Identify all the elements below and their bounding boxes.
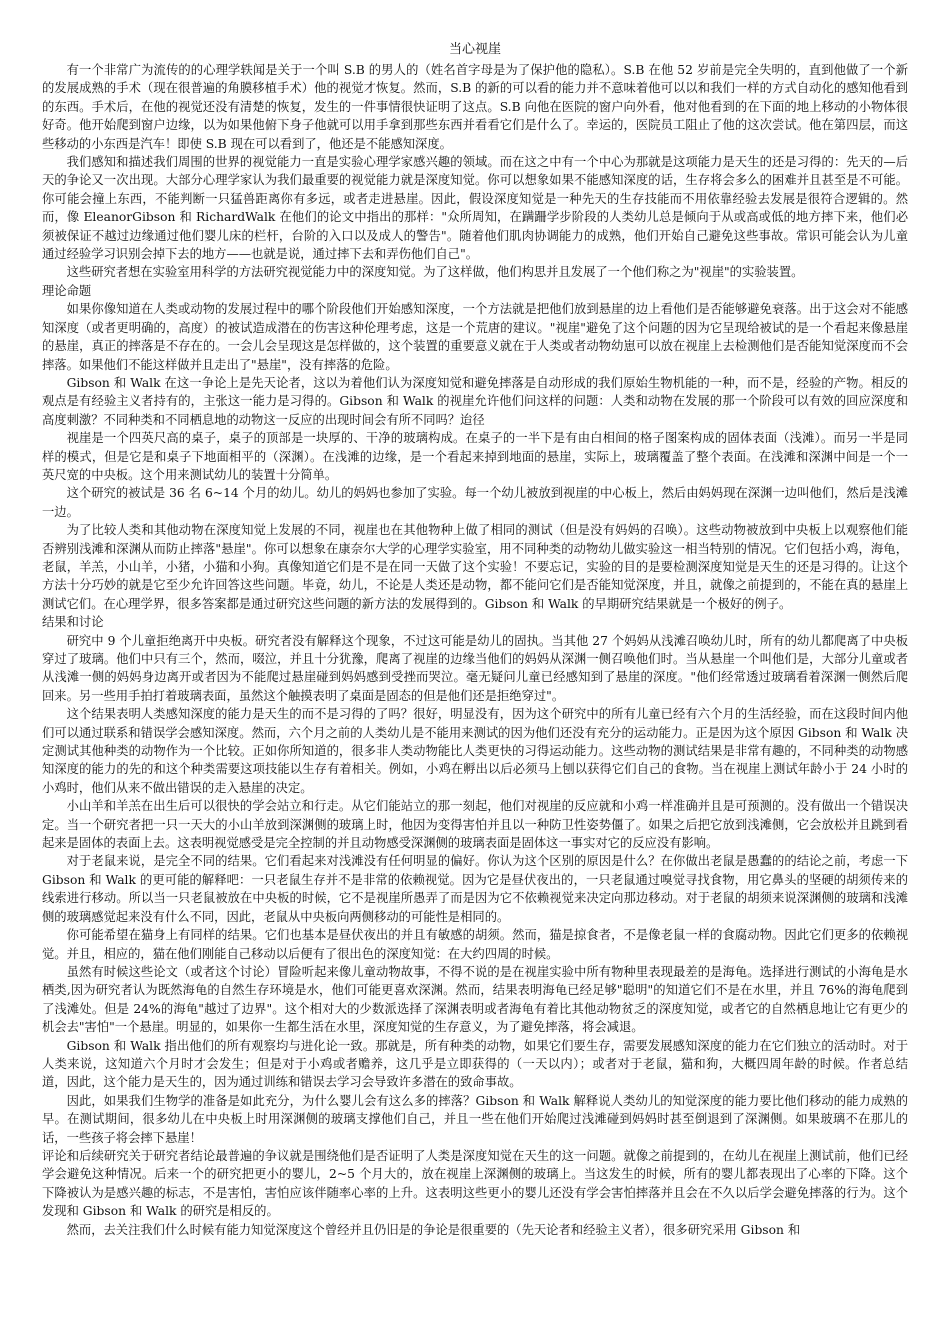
paragraph: 研究中 9 个儿童拒绝离开中央板。研究者没有解释这个现象，不过这可能是幼儿的固执。当其他 27 个妈妈从浅滩召唤幼儿时，所有的幼儿都爬离了中央板穿过了玻璃。他们中只有三个，然而，啜泣，并且十分犹豫，爬离了视崖的边缘当他们的妈妈从深渊一侧召唤他们时。当从悬崖一个叫他们是，大部分儿童或者从浅滩一侧的妈妈身边离开或者因为不能爬过悬崖碰到妈妈感到受挫而哭泣。毫无疑问儿童已经感知到了悬崖的深度。"他们经常透过玻璃看着深渊一侧然后爬回来。另一些用手拍打着玻璃表面，虽然这个触摸表明了桌面是固态的但是他们还是拒绝穿过"。 bbox=[42, 633, 908, 703]
paragraph: 你可能希望在猫身上有同样的结果。它们也基本是昼伏夜出的并且有敏感的胡须。然而，猫是掠食者，不是像老鼠一样的食腐动物。因此它们更多的依赖视觉。并且，相应的，猫在他们刚能自己移动以后便有了很出色的深度知觉：在大约四周的时候。 bbox=[42, 928, 908, 961]
document-title: 当心视崖 bbox=[448, 42, 501, 57]
paragraph: 对于老鼠来说，是完全不同的结果。它们看起来对浅滩没有任何明显的偏好。你认为这个区别的原因是什么？在你做出老鼠是愚蠢的的结论之前，考虑一下 Gibson 和 Walk 的更可能的解释吧：一只老鼠生存并不是非常的依赖视觉。因为它是昼伏夜出的，一只老鼠通过嗅觉寻找食物，用它鼻头的坚硬的胡须传来的线索进行移动。所以当一只老鼠被放在中央板的时候，它不是视崖所愚弄了而是因为它不依赖视觉来决定向那边移动。对于老鼠的胡须来说深渊侧的玻璃和浅滩侧的玻璃感觉起来没有什么不同，因此，老鼠从中央板向两侧移动的可能性是相同的。 bbox=[42, 854, 908, 924]
section-heading: 理论命题 bbox=[42, 283, 92, 298]
paragraph: Gibson 和 Walk 在这一争论上是先天论者，这以为着他们认为深度知觉和避免摔落是自动形成的我们原始生物机能的一种，而不是，经验的产物。相反的观点是有经验主义者持有的，主张这一能力是习得的。Gibson 和 Walk 的视崖允许他们问这样的问题：人类和动物在发展的那一个阶段可以有效的回应深度和高度刺激？不同种类和不同栖息地的动物这一反应的出现时间会有所不同吗？迨径 bbox=[42, 375, 908, 427]
paragraph: 如果你像知道在人类或动物的发展过程中的哪个阶段他们开始感知深度，一个方法就是把他们放到悬崖的边上看他们是否能够避免衰落。出于这会对不能感知深度（或者更明确的，高度）的被试造成潜在的伤害这种伦理考虑，这是一个荒唐的建议。"视崖"避免了这个问题的因为它呈现给被试的是一个看起来像悬崖的悬崖，真正的摔落是不存在的。一会儿会呈现这是怎样做的，这个装置的重要意义就在于人类或者动物幼崽可以放在视崖上去检测他们是否能知觉深度而不会摔落。如果他们不能这样做并且走出了"悬崖"，没有摔落的危险。 bbox=[42, 302, 908, 372]
paragraph: 视崖是一个四英尺高的桌子，桌子的顶部是一块厚的、干净的玻璃构成。在桌子的一半下是有由白相间的格子图案构成的固体表面（浅滩）。而另一半是同样的模式，但是它是和桌子下地面相平的（深渊）。在浅滩的边缘，是一个看起来掉到地面的悬崖，实际上，玻璃覆盖了整个表面。在浅滩和深渊中间是一个一英尺宽的中央板。这个用来测试幼儿的装置十分简单。 bbox=[42, 431, 908, 482]
paragraph: 因此，如果我们生物学的准备是如此充分，为什么婴儿会有这么多的摔落？Gibson 和 Walk 解释说人类幼儿的知觉深度的能力要比他们移动的能力成熟的早。在测试期间，很多幼儿在中央板上时用深渊侧的玻璃支撑他们自己，并且一些在他们开始爬过浅滩碰到妈妈时甚至倒退到了深渊侧。如果玻璃不在那儿的话，一些孩子将会摔下悬崖！ bbox=[42, 1093, 908, 1145]
paragraph: 为了比较人类和其他动物在深度知觉上发展的不同，视崖也在其他物种上做了相同的测试（但是没有妈妈的召唤）。这些动物被放到中央板上以观察他们能否辨别浅滩和深渊从而防止摔落"悬崖"。你可以想象在康奈尔大学的心理学实验室，用不同种类的动物幼儿做实验这一相当特别的情况。它们包括小鸡，海龟，老鼠，羊羔，小山羊，小猪，小猫和小狗。真像知道它们是不是在同一天做了这个实验！不要忘记，实验的目的是要检测深度知觉是天生的还是习得的。让这个方法十分巧妙的就是它至少允许回答这些问题。毕竟，幼儿，不论是人类还是动物，都不能问它们是否能知觉深度，并且，就像之前提到的，不能在真的悬崖上测试它们。在心理学界，很多答案都是通过研究这些问题的新方法的发展得到的。Gibson 和 Walk 的早期研究结果就是一个极好的例子。 bbox=[42, 523, 908, 611]
document-body bbox=[42, 61, 908, 1239]
paragraph: 小山羊和羊羔在出生后可以很快的学会站立和行走。从它们能站立的那一刻起，他们对视崖的反应就和小鸡一样准确并且是可预测的。没有做出一个错误决定。当一个研究者把一只一天大的小山羊放到深渊侧的玻璃上时，他因为变得害怕并且以一种防卫性姿势僵了。如果之后把它放到浅滩侧，它会放松并且跳到看起来是固体的表面上去。这表明视觉感受是完全控制的并且动物感受深渊侧的玻璃表面是固体这一事实对它的反应没有影响。 bbox=[42, 799, 908, 851]
paragraph: 评论和后续研究关于研究者结论最普遍的争议就是围绕他们是否证明了人类是深度知觉在天生的这一问题。就像之前提到的，在幼儿在视崖上测试前，他们已经学会避免这种情况。后来一个的研究把更小的婴儿，2~5 个月大的，放在视崖上深渊侧的玻璃上。当这发生的时候，所有的婴儿都表现出了心率的下降。这个下降被认为是感兴趣的标志，不是害怕，害怕应该伴随率心率的上升。这表明这些更小的婴儿还没有学会害怕摔落并且会在不久以后学会避免摔落的行为。这个发现和 Gibson 和 Walk 的研究是相反的。 bbox=[42, 1148, 908, 1219]
paragraph: 这些研究者想在实验室用科学的方法研究视觉能力中的深度知觉。为了这样做，他们构思并且发展了一个他们称之为"视崖"的实验装置。 bbox=[66, 265, 804, 280]
paragraph: 然而，去关注我们什么时候有能力知觉深度这个曾经并且仍旧是的争论是很重要的（先天论者和经验主义者），很多研究采用 Gibson 和 bbox=[66, 1222, 801, 1237]
paragraph: 我们感知和描述我们周围的世界的视觉能力一直是实验心理学家感兴趣的领域。而在这之中有一个中心为那就是这项能力是天生的还是习得的：先天的—后天的争论又一次出现。大部分心理学家认为我们最重要的视觉能力就是深度知觉。你可以想象如果不能感知深度的话，生存将会多么的困难并且甚至是不可能。你可能会撞上东西，不能判断一只猛兽距离你有多远，或者走进悬崖。因此，假设深度知觉是一种先天的生存技能而不用依靠经验去发展是很符合逻辑的。然而，像 EleanorGibson 和 RichardWalk 在他们的论文中指出的那样："众所周知，在蹒跚学步阶段的人类幼儿总是倾向于从或高或低的地方摔下来，他们必须被保证不越过边缘通过他们婴儿床的栏杆，台阶的入口以及成人的警告"。随着他们肌肉协调能力的成熟，他们开始自己避免这些事故。常识可能会认为儿童通过经验学习识别会掉下去的地方——也就是说，通过摔下去和弄伤他们自己"。 bbox=[42, 155, 908, 262]
paragraph: 这个研究的被试是 36 名 6~14 个月的幼儿。幼儿的妈妈也参加了实验。每一个幼儿被放到视崖的中心板上，然后由妈妈现在深渊一边叫他们，然后是浅滩一边。 bbox=[42, 486, 908, 519]
section-heading: 结果和讨论 bbox=[42, 615, 104, 630]
paragraph: 这个结果表明人类感知深度的能力是天生的而不是习得的了吗？很好，明显没有，因为这个研究中的所有儿童已经有六个月的生活经验，而在这段时间内他们可以通过联系和错误学会感知深度。然而，六个月之前的人类幼儿是不能用来测试的因为他们还没有充分的运动能力。正是因为这个原因 Gibson 和 Walk 决定测试其他种类的动物作为一个比较。正如你所知道的，很多非人类动物能比人类更快的习得运动能力。这些动物的测试结果是非常有趣的，不同种类的动物感知深度的能力的先的和这个种类需要这项技能以生存有着相关。例如，小鸡在孵出以后必须马上刨以获得它们自己的食物。当在视崖上测试年龄小于 24 小时的小鸡时，他们从来不做出错误的走入悬崖的决定。 bbox=[42, 707, 908, 795]
paragraph: 虽然有时候这些论文（或者这个讨论）冒险听起来像儿童动物故事，不得不说的是在视崖实验中所有物种里表现最差的是海龟。选择进行测试的小海龟是水栖类,因为研究者认为既然海龟的自然生存环境是水，他们可能更喜欢深渊。然而，结果表明海龟已经足够"聪明"的知道它们不是在水里，并且 76%的海龟爬到了浅滩处。但是 24%的海龟"越过了边界"。这个相对大的少数派选择了深渊表明或者海龟有着比其他动物贫乏的深度知觉，或者它的自然栖息地让它有更少的机会去"害怕"一个悬崖。明显的，如果你一生都生活在水里，深度知觉的生存意义，为了避免摔落，将会减退。 bbox=[42, 964, 908, 1035]
paragraph: 有一个非常广为流传的的心理学轶闻是关于一个叫 S.B 的男人的（姓名首字母是为了保护他的隐私）。S.B 在他 52 岁前是完全失明的，直到他做了一个新的发展成熟的手术（现在很普遍的角膜移植手术）他的视觉才恢复。然而，S.B 的新的可以看的能力并不意味着他可以以和我们一样的方式自动化的感知他看到的东西。手术后，在他的视觉还没有清楚的恢复，发生的一件事情很快证明了这点。S.B 向他在医院的窗户向外看，他对他看到的在下面的地上移动的小物体很好奇。他开始爬到窗户边缘，以为如果他俯下身子他就可以用手拿到那些东西并看看它们是什么了。幸运的，医院员工阻止了他的这次尝试。他在第四层，而这些移动的小东西是汽车！即使 S.B 现在可以看到了，他还是不能感知深度。 bbox=[42, 63, 908, 151]
paragraph: Gibson 和 Walk 指出他们的所有观察均与进化论一致。那就是，所有种类的动物，如果它们要生存，需要发展感知深度的能力在它们独立的活动时。对于人类来说，这知道六个月时才会发生；但是对于小鸡或者赡养，这几乎是立即获得的（一天以内）；或者对于老鼠，猫和狗，大概四周年龄的时候。作者总结道，因此，这个能力是天生的，因为通过训练和错误去学习会导致许多潜在的致命事故。 bbox=[42, 1038, 908, 1090]
